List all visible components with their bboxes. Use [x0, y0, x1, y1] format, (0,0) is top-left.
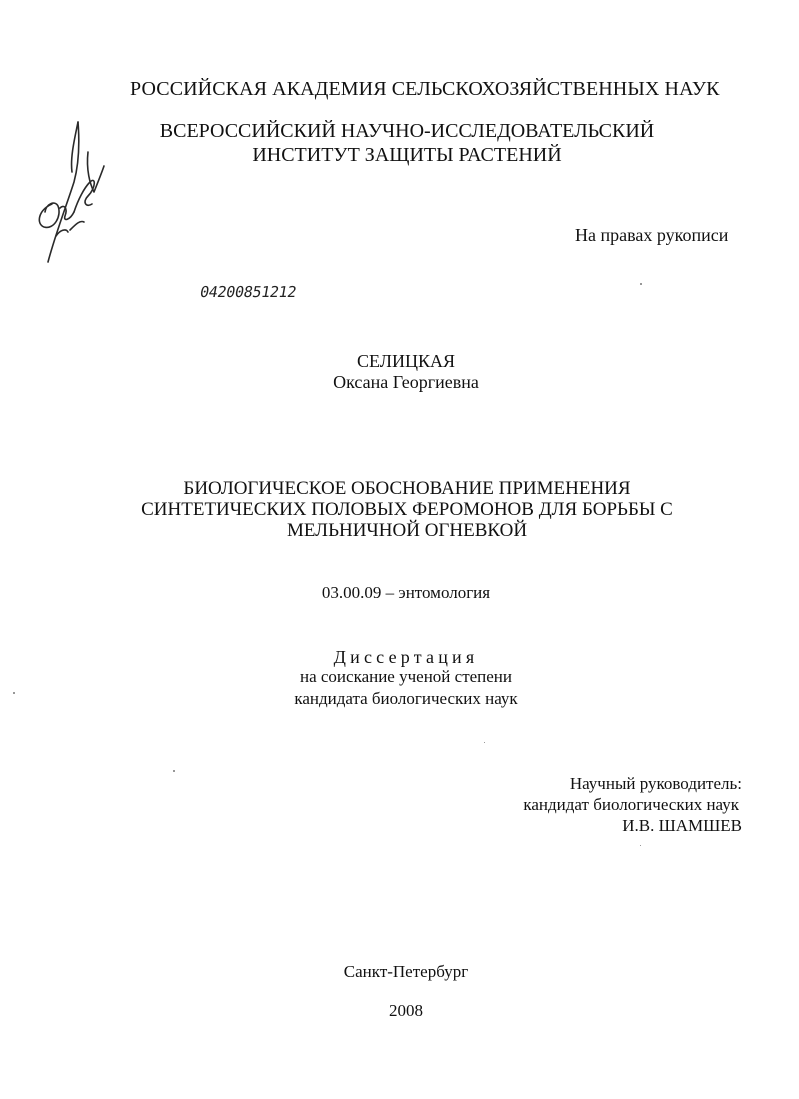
scan-speck [640, 283, 642, 285]
specialty-code: 03.00.09 – энтомология [321, 583, 491, 602]
catalog-number: 04200851212 [198, 283, 298, 301]
academy-heading: РОССИЙСКАЯ АКАДЕМИЯ СЕЛЬСКОХОЗЯЙСТВЕННЫХ НАУК [130, 78, 720, 100]
supervisor-block [470, 773, 742, 836]
dissertation-degree-line2: кандидата биологических наук [294, 689, 518, 708]
thesis-title: БИОЛОГИЧЕСКОЕ ОБОСНОВАНИЕ ПРИМЕНЕНИЯ СИНТЕТИЧЕСКИХ ПОЛОВЫХ ФЕРОМОНОВ ДЛЯ БОРЬБЫ С МЕЛЬНИЧНОЙ ОГНЕВКОЙ [141, 478, 673, 541]
supervisor-label: Научный руководитель: [569, 774, 742, 793]
scan-speck [640, 845, 641, 846]
scan-speck [13, 692, 15, 694]
rights-notice: На правах рукописи [575, 225, 729, 245]
author-surname: СЕЛИЦКАЯ [357, 351, 455, 371]
scan-speck [173, 770, 175, 772]
dissertation-degree-line1: на соискание ученой степени [299, 667, 513, 686]
dissertation-label: Диссертация [333, 647, 479, 667]
signature-icon [30, 112, 112, 267]
supervisor-degree: кандидат биологических наук [523, 795, 739, 814]
year: 2008 [389, 1001, 423, 1020]
author-given-names: Оксана Георгиевна [333, 372, 479, 392]
institute-heading: ВСЕРОССИЙСКИЙ НАУЧНО-ИССЛЕДОВАТЕЛЬСКИЙ ИНСТИТУТ ЗАЩИТЫ РАСТЕНИЙ [159, 120, 655, 166]
scan-speck [484, 742, 485, 743]
supervisor-name: И.В. ШАМШЕВ [622, 816, 742, 835]
city: Санкт-Петербург [343, 962, 469, 981]
